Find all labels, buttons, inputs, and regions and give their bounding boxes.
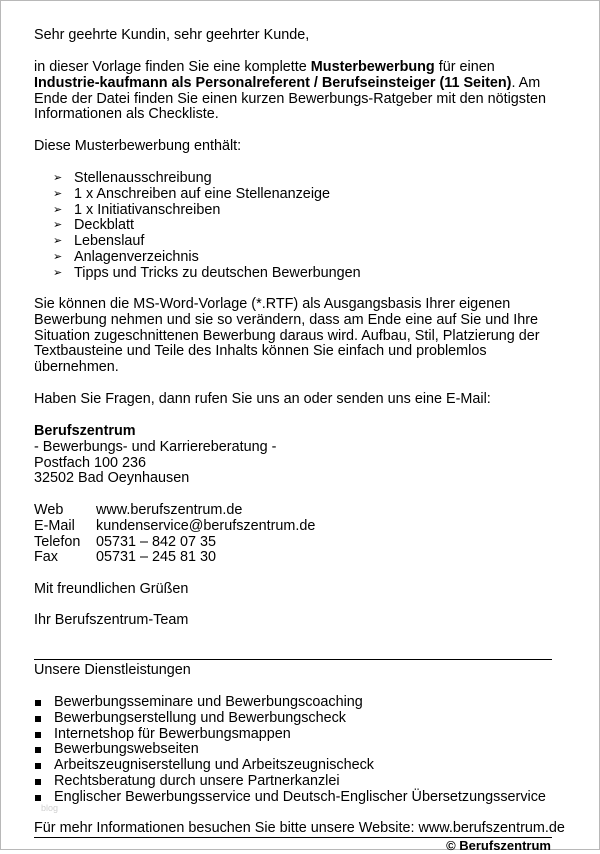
- company-address: [34, 424, 559, 487]
- web-link[interactable]: www.berufszentrum.de: [96, 502, 243, 518]
- arrow-bullet-icon: ➢: [53, 235, 63, 248]
- services-list: [34, 695, 559, 806]
- list-item: ➢ Stellenausschreibung: [53, 170, 212, 186]
- arrow-bullet-icon: ➢: [53, 266, 63, 279]
- list-item: ➢ 1 x Initiativanschreiben: [53, 201, 221, 218]
- company-city: 32502 Bad Oeynhausen: [34, 470, 190, 487]
- list-item: ➢ 1 x Anschreiben auf eine Stellenanzeige: [53, 185, 331, 202]
- divider: [34, 659, 552, 660]
- company-street: Postfach 100 236: [34, 454, 147, 471]
- questions-text: Haben Sie Fragen, dann rufen Sie uns an oder senden uns eine E-Mail:: [34, 391, 491, 407]
- list-item: Arbeitszeugniserstellung und Arbeitszeugnischeck: [34, 758, 559, 774]
- intro-text-3: . Am Ende der Datei finden Sie einen kurzen Bewerbungs-Ratgeber mit den nötigsten Informationen als Checkliste.: [34, 74, 546, 123]
- contact-web: Web www.berufszentrum.de: [34, 502, 243, 518]
- arrow-bullet-icon: ➢: [53, 250, 63, 263]
- arrow-bullet-icon: ➢: [53, 172, 63, 184]
- intro-text-2: für einen: [434, 59, 495, 75]
- contents-list: [34, 171, 559, 282]
- list-item: ➢ Tipps und Tricks zu deutschen Bewerbungen: [53, 264, 361, 281]
- signature: Ihr Berufszentrum-Team: [34, 612, 189, 628]
- square-bullet-icon: [35, 700, 41, 706]
- contact-fax: Fax 05731 – 245 81 30: [34, 549, 217, 566]
- list-item: ➢ Deckblatt: [53, 217, 134, 234]
- list-item: ➢ Lebenslauf: [53, 233, 145, 250]
- contact-block: [34, 503, 559, 566]
- word-template-paragraph: Sie können die MS-Word-Vorlage (*.RTF) als Ausgangsbasis Ihrer eigenen Bewerbung nehmen und sie so verändern, dass am Ende eine auf Sie und Ihre Situation zugeschnittenen Bewerbung daraus wird. Aufbau, Stil, Platzierung der Textbausteine und Teile des Inhalts können Sie einfach und problemlos übernehmen.: [34, 296, 540, 376]
- company-tagline: - Bewerbungs- und Karriereberatung -: [34, 438, 277, 455]
- arrow-bullet-icon: ➢: [53, 203, 63, 216]
- square-bullet-icon: [35, 716, 41, 722]
- contact-phone: Telefon 05731 – 842 07 35: [34, 533, 217, 550]
- square-bullet-icon: [35, 732, 41, 738]
- salutation: Sehr geehrte Kundin, sehr geehrter Kunde,: [34, 27, 310, 43]
- intro-bold-product: Musterbewerbung: [310, 59, 435, 75]
- list-item: Internetshop für Bewerbungsmappen: [34, 727, 559, 743]
- intro-paragraph: [34, 60, 559, 123]
- company-name: Berufszentrum: [34, 423, 136, 439]
- closing: Mit freundlichen Grüßen: [34, 581, 189, 597]
- intro-text-1: in dieser Vorlage finden Sie eine komplette: [34, 59, 311, 75]
- list-item: Englischer Bewerbungsservice und Deutsch-Englischer Übersetzungsservice: [34, 790, 559, 806]
- square-bullet-icon: [35, 747, 41, 753]
- square-bullet-icon: [35, 795, 41, 801]
- intro-bold-position: Industrie-kaufmann als Personalreferent / Berufseinsteiger (11 Seiten): [34, 74, 512, 91]
- fax-number: 05731 – 245 81 30: [96, 549, 217, 566]
- list-item: Rechtsberatung durch unsere Partnerkanzlei: [34, 774, 559, 790]
- phone-number: 05731 – 842 07 35: [96, 533, 217, 550]
- copyright: © Berufszentrum: [446, 838, 551, 853]
- arrow-bullet-icon: ➢: [53, 187, 63, 200]
- square-bullet-icon: [35, 779, 41, 785]
- email-link[interactable]: kundenservice@berufszentrum.de: [96, 517, 316, 534]
- contact-email: E-Mail kundenservice@berufszentrum.de: [34, 517, 316, 534]
- list-item: Bewerbungswebseiten: [34, 742, 559, 758]
- arrow-bullet-icon: ➢: [53, 219, 63, 232]
- services-heading: Unsere Dienstleistungen: [34, 662, 191, 678]
- list-item: Bewerbungsseminare und Bewerbungscoaching: [34, 695, 559, 711]
- square-bullet-icon: [35, 763, 41, 769]
- list-item: Bewerbungserstellung und Bewerbungscheck: [34, 711, 559, 727]
- footer-website-text[interactable]: Für mehr Informationen besuchen Sie bitte unsere Website: www.berufszentrum.de: [34, 820, 565, 836]
- contents-heading: Diese Musterbewerbung enthält:: [34, 138, 242, 154]
- list-item: ➢ Anlagenverzeichnis: [53, 248, 199, 265]
- watermark: blog: [41, 803, 59, 813]
